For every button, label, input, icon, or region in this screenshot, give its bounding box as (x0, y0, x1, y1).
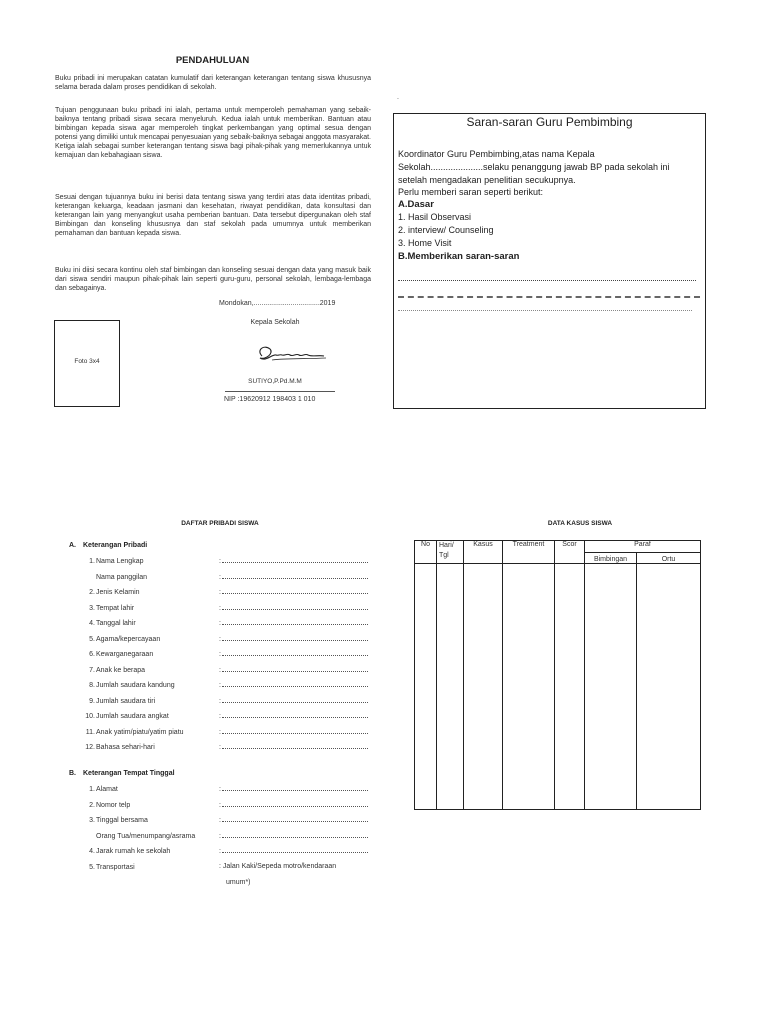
row-label: Tempat lahir (96, 604, 135, 612)
row-label: Nomor telp (96, 801, 131, 809)
row-number: 6. (89, 651, 95, 658)
field-dotted-line (222, 698, 368, 703)
field-dotted-line (222, 574, 368, 579)
row-number: 8. (89, 682, 95, 689)
row-label: Jenis Kelamin (96, 589, 140, 596)
field-colon: : (219, 589, 221, 596)
field-dotted-line (222, 786, 368, 791)
fill-in-field[interactable] (219, 589, 368, 596)
table-row (415, 564, 701, 810)
section-b-row (82, 786, 118, 793)
fill-in-field[interactable] (219, 713, 368, 720)
field-dotted-line (222, 729, 368, 734)
field-dotted-line (222, 636, 368, 641)
table-cell[interactable] (637, 564, 701, 810)
field-dotted-line (222, 558, 368, 563)
field-dotted-line (222, 667, 368, 672)
table-cell[interactable] (437, 564, 464, 810)
table-cell[interactable] (464, 564, 503, 810)
fill-in-field[interactable] (219, 574, 368, 581)
intro-paragraph-4: Buku ini diisi secara kontinu oleh staf bimbingan dan konseling sesuai dengan data yang masuk baik dari siswa sendiri maupun pihak-pihak lain seperti guru-guru, personal sekolah, lembaga-lembaga dan sebagainya. (55, 267, 371, 293)
col-paraf: Paraf (585, 541, 701, 553)
saran-line-3: setelah mengadakan penelitian secukupnya. (398, 175, 576, 185)
field-dotted-line (222, 744, 368, 749)
section-a-row (82, 666, 146, 674)
saran-heading-a: A.Dasar (398, 199, 434, 210)
section-a-row (82, 682, 175, 689)
field-colon: : (219, 786, 221, 793)
field-colon: : (219, 817, 221, 824)
row-number: 1. (89, 786, 95, 793)
table-cell[interactable] (585, 564, 637, 810)
row-number: 4. (89, 848, 95, 855)
fill-in-field[interactable] (219, 620, 368, 627)
table-cell[interactable] (415, 564, 437, 810)
field-dotted-line (222, 589, 368, 594)
dot-mark: . (397, 94, 399, 101)
row-label: Bahasa sehari-hari (96, 744, 155, 751)
fill-in-field[interactable] (219, 605, 368, 612)
field-dotted-line (222, 802, 368, 807)
row-number: 9. (89, 697, 95, 705)
saran-title: Saran-saran Guru Pembimbing (466, 115, 633, 129)
row-label: Jumlah saudara kandung (96, 682, 175, 689)
section-b-row (82, 817, 148, 824)
field-dotted-line (222, 817, 368, 822)
field-dotted-line (222, 848, 368, 853)
kasus-title: DATA KASUS SISWA (547, 520, 613, 527)
field-dotted-line (222, 605, 368, 610)
field-colon: : (219, 713, 221, 720)
col-kasus: Kasus (464, 541, 503, 564)
field-colon: : (219, 728, 221, 736)
section-b-row (82, 848, 171, 855)
fill-in-field[interactable] (219, 833, 368, 840)
fill-in-field[interactable] (219, 682, 368, 689)
section-a-letter: A. (69, 542, 76, 549)
section-a-row (82, 728, 184, 736)
row-number: 2. (89, 801, 95, 809)
col-no: No (415, 541, 437, 564)
signature-image (252, 340, 332, 366)
section-a-heading (69, 542, 147, 549)
field-dotted-line (222, 682, 368, 687)
saran-item-2: 2. interview/ Counseling (398, 225, 494, 235)
fill-in-field[interactable] (219, 667, 368, 674)
row-label: Kewarganegaraan (96, 651, 154, 658)
section-a-row (82, 620, 136, 627)
field-colon: : (219, 801, 221, 809)
row-number: 4. (89, 620, 95, 627)
section-a-row (82, 604, 135, 612)
row-label: Anak yatim/piatu/yatim piatu (96, 728, 184, 736)
row-label: Nama panggilan (96, 573, 147, 581)
field-colon: : (219, 744, 221, 751)
row-label: Agama/kepercayaan (96, 635, 161, 643)
intro-title: PENDAHULUAN (175, 55, 250, 66)
principal-name: SUTIYO,P.Pd.M.M (248, 378, 302, 385)
section-a-row (82, 558, 144, 565)
field-colon: : (219, 620, 221, 627)
field-dotted-line (222, 833, 368, 838)
field-dotted-line (222, 651, 368, 656)
section-b-row (82, 801, 131, 809)
fill-in-field[interactable] (219, 802, 368, 809)
field-colon: : (219, 635, 221, 643)
row-label: Orang Tua/menumpang/asrama (96, 832, 196, 840)
row-number: 12. (85, 744, 95, 751)
principal-title: Kepala Sekolah (250, 319, 300, 326)
field-colon: : (219, 604, 221, 612)
section-a-row (82, 573, 147, 581)
fill-in-field[interactable] (219, 786, 368, 793)
section-a-row (82, 744, 155, 751)
transport-value-1: : Jalan Kaki/Sepeda motro/kendaraan (219, 863, 337, 870)
row-number: 2. (89, 589, 95, 596)
field-colon: : (219, 832, 221, 840)
section-b-letter: B. (69, 770, 76, 777)
row-label: Tinggal bersama (96, 817, 148, 824)
saran-line-4: Perlu memberi saran seperti berikut: (398, 187, 544, 197)
row-label: Jumlah saudara angkat (96, 713, 169, 720)
row-label: Anak ke berapa (96, 666, 146, 674)
section-b-heading (69, 770, 175, 777)
row-number: 11. (85, 728, 95, 736)
field-colon: : (219, 697, 221, 705)
transport-value-2: umum*) (226, 879, 251, 886)
fill-in-field[interactable] (219, 558, 368, 565)
saran-fill-line-1 (398, 280, 696, 285)
row-number: 3. (89, 604, 95, 612)
kasus-table (414, 540, 700, 810)
col-bimbingan: Bimbingan (585, 553, 637, 564)
field-colon: : (219, 573, 221, 581)
row-label: Tanggal lahir (96, 620, 136, 627)
field-colon: : (219, 682, 221, 689)
row-number: 7. (89, 666, 95, 674)
field-dotted-line (222, 713, 368, 718)
section-a-row (82, 589, 140, 596)
table-cell[interactable] (503, 564, 555, 810)
daftar-title: DAFTAR PRIBADI SISWA (181, 520, 259, 527)
intro-paragraph-2: Tujuan penggunaan buku pribadi ini ialah, pertama untuk memperoleh pemahaman yang sebaik-baiknya tentang pribadi siswa secara menyeluruh. Kedua ialah untuk memberikan. Bantuan atau bimbingan kepada siswa agar memperoleh tingkat perkembangan yang optimal sesua dengan potensi yang dimiliki untuk mencapai penyesuaian yang sebaik-baiknya sebagai anggota masyarakat. Ketiga ialah sebagai sumber keterangan tentang siswa bagi pihak-pihak yang memerlukannya untuk kemajuan dan kebahagiaan siswa. (55, 107, 371, 160)
photo-label: Foto 3x4 (74, 358, 100, 365)
row-number: 3. (89, 817, 95, 824)
row-number: 5. (89, 635, 95, 643)
fill-in-field[interactable] (219, 636, 368, 643)
field-colon: : (219, 848, 221, 855)
row-number: 1. (89, 558, 95, 565)
saran-item-3: 3. Home Visit (398, 238, 452, 248)
field-dotted-line (222, 620, 368, 625)
fill-in-field[interactable] (219, 729, 368, 736)
saran-fill-line-2 (398, 296, 700, 301)
fill-in-field[interactable] (219, 817, 368, 824)
field-colon: : (219, 666, 221, 674)
col-scor: Scor (555, 541, 585, 564)
fill-in-field[interactable] (219, 698, 368, 705)
col-ortu: Ortu (637, 553, 701, 564)
row-number: 5. (89, 863, 95, 871)
row-label: Jarak rumah ke sekolah (96, 848, 171, 855)
section-a-row (82, 697, 156, 705)
row-label: Alamat (96, 786, 118, 793)
table-cell[interactable] (555, 564, 585, 810)
saran-line-2: Sekolah.....................selaku penanggung jawab BP pada sekolah ini (398, 162, 670, 172)
fill-in-field[interactable] (219, 744, 368, 751)
section-a-row (82, 635, 161, 643)
section-a-row (82, 713, 169, 720)
intro-paragraph-1: Buku pribadi ini merupakan catatan kumulatif dari keterangan keterangan tentang siswa khususnya selama berada dalam proses pendidikan di sekolah. (55, 75, 371, 92)
saran-fill-line-3 (398, 310, 692, 314)
saran-line-1: Koordinator Guru Pembimbing,atas nama Kepala (398, 149, 595, 159)
section-a-row (82, 651, 154, 658)
signature-line (225, 391, 335, 392)
section-b-label: Keterangan Tempat Tinggal (83, 770, 175, 777)
row-label: Nama Lengkap (96, 558, 144, 565)
principal-nip: NIP :19620912 198403 1 010 (224, 396, 316, 403)
row-label: Transportasi (96, 863, 135, 871)
field-colon: : (219, 651, 221, 658)
row-label: Jumlah saudara tiri (96, 697, 156, 705)
fill-in-field[interactable] (219, 848, 368, 855)
col-hari-tgl: Hari/ Tgl (437, 541, 464, 564)
section-b-row (82, 863, 135, 871)
place-date: Mondokan,..................................2019 (219, 300, 336, 307)
section-a-label: Keterangan Pribadi (83, 542, 148, 549)
row-number: 10. (85, 713, 95, 720)
saran-item-1: 1. Hasil Observasi (398, 212, 472, 222)
col-treatment: Treatment (503, 541, 555, 564)
saran-heading-b: B.Memberikan saran-saran (398, 251, 520, 262)
section-b-row (82, 832, 196, 840)
fill-in-field[interactable] (219, 651, 368, 658)
field-colon: : (219, 558, 221, 565)
intro-paragraph-3: Sesuai dengan tujuannya buku ini berisi data tentang siswa yang terdiri atas data identitas pribadi, keterangan keluarga, keadaan jasmani dan kesehatan, riwayat pendidikan, data konsultasi dan keterangan lain yang menyangkut usaha pemberian bantuan. Data tersebut dipergunakan oleh staf Bimbingan dan konseling khususnya dan staf sekolah pada umumnya untuk memberikan pemahaman dan bantuan kepada siswa. (55, 194, 371, 238)
